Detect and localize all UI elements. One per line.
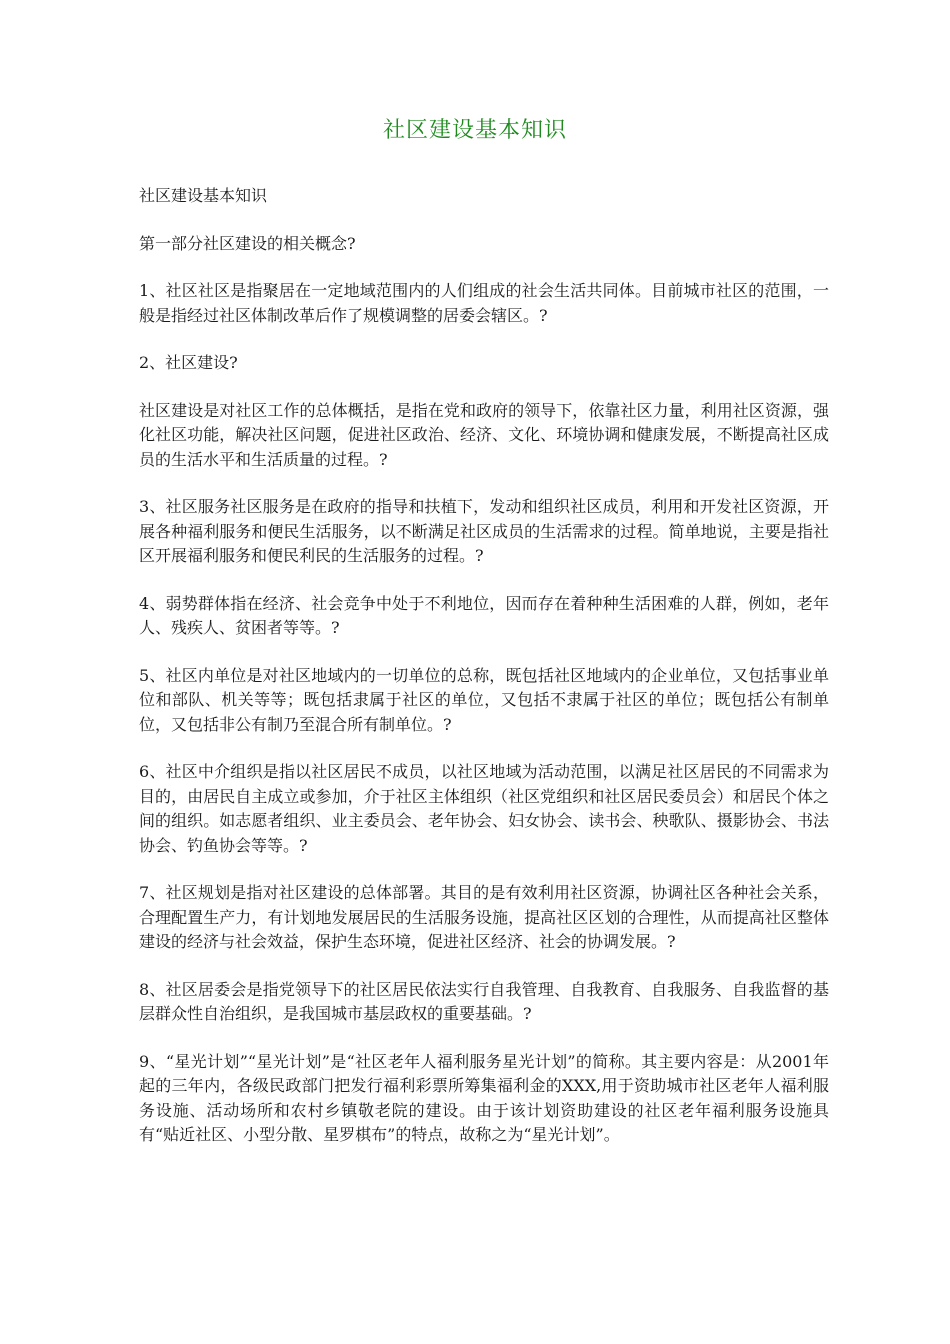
document-body (139, 184, 829, 1171)
paragraph-item-3: 3、社区服务社区服务是在政府的指导和扶植下，发动和组织社区成员，利用和开发社区资源，开展各种福利服务和便民生活服务，以不断满足社区成员的生活需求的过程。简单地说，主要是指社区开展福利服务和便民利民的生活服务的过程。? (139, 497, 829, 565)
paragraph-item-5: 5、社区内单位是对社区地域内的一切单位的总称，既包括社区地域内的企业单位，又包括事业单位和部队、机关等等；既包括隶属于社区的单位，又包括不隶属于社区的单位；既包括公有制单位，又包括非公有制乃至混合所有制单位。? (139, 665, 829, 734)
document-title: 社区建设基本知识 (382, 118, 567, 143)
paragraph-item-4: 4、弱势群体指在经济、社会竞争中处于不利地位，因而存在着种种生活困难的人群，例如，老年人、残疾人、贫困者等等。? (139, 593, 829, 637)
paragraph-item-1: 1、社区社区是指聚居在一定地域范围内的人们组成的社会生活共同体。目前城市社区的范围，一般是指经过社区体制改革后作了规模调整的居委会辖区。? (139, 281, 829, 325)
paragraph-item-8: 8、社区居委会是指党领导下的社区居民依法实行自我管理、自我教育、自我服务、自我监督的基层群众性自治组织，是我国城市基层政权的重要基础。? (139, 979, 829, 1023)
paragraph-section-heading: 第一部分社区建设的相关概念? (139, 233, 356, 253)
paragraph-item-9: 9、“星光计划”“星光计划”是“社区老年人福利服务星光计划”的简称。其主要内容是：从2001年起的三年内，各级民政部门把发行福利彩票所筹集福利金的XXX,用于资助城市社区老年人福利服务设施、活动场所和农村乡镇敬老院的建设。由于该计划资助建设的社区老年福利服务设施具有“贴近社区、小型分散、星罗棋布”的特点，故称之为“星光计划”。 (139, 1051, 829, 1144)
paragraph-item-2-heading: 2、社区建设? (139, 353, 238, 372)
paragraph-item-6: 6、社区中介组织是指以社区居民不成员，以社区地域为活动范围，以满足社区居民的不同需求为目的，由居民自主成立或参加，介于社区主体组织（社区党组织和社区居民委员会）和居民个体之间的组织。如志愿者组织、业主委员会、老年协会、妇女协会、读书会、秧歌队、摄影协会、书法协会、钓鱼协会等等。? (139, 762, 829, 855)
paragraph-item-7: 7、社区规划是指对社区建设的总体部署。其目的是有效利用社区资源，协调社区各种社会关系，合理配置生产力，有计划地发展居民的生活服务设施，提高社区区划的合理性，从而提高社区整体建设的经济与社会效益，保护生态环境，促进社区经济、社会的协调发展。? (139, 883, 829, 951)
paragraph-item-2-body: 社区建设是对社区工作的总体概括，是指在党和政府的领导下，依靠社区力量，利用社区资源，强化社区功能，解决社区问题，促进社区政治、经济、文化、环境协调和健康发展，不断提高社区成员的生活水平和生活质量的过程。? (139, 400, 829, 469)
paragraph-subtitle: 社区建设基本知识 (139, 186, 268, 205)
